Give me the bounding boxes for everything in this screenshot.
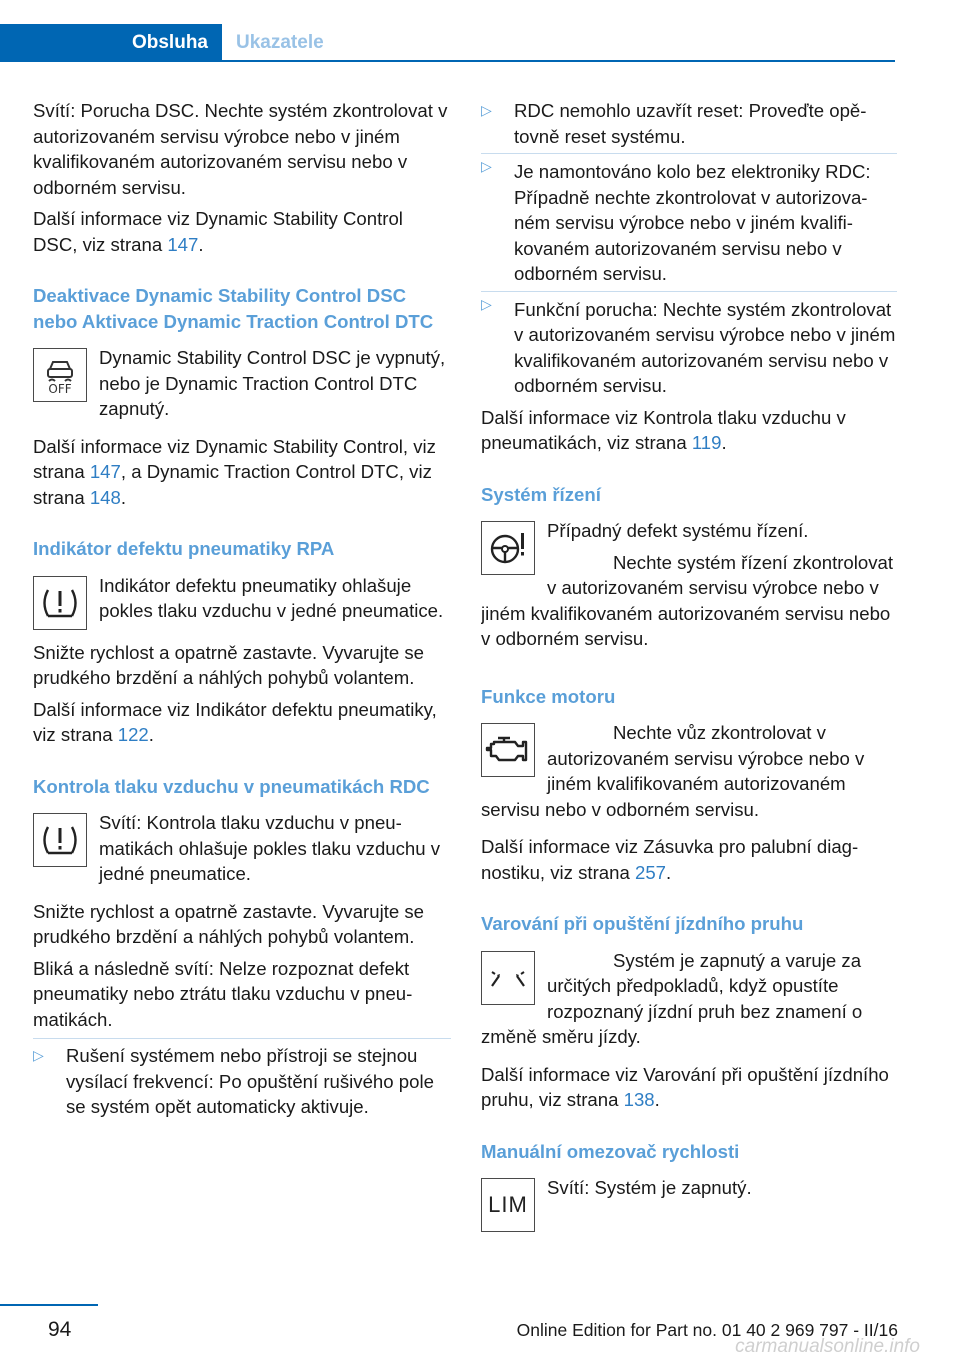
text: Další informace viz Varování při opuštění jízdního pruhu, viz strana: [481, 1063, 889, 1110]
paragraph: [33, 434, 451, 511]
tire-warning-icon: [33, 813, 87, 867]
section-heading-lane: Varování při opuštění jízdního pruhu: [481, 913, 804, 934]
icon-description: Indikátor defektu pneumatiky ohlašuje pokles tlaku vzduchu v jedné pneumatice.: [99, 574, 444, 621]
header-divider: [0, 60, 895, 62]
text: .: [198, 233, 204, 255]
tire-warning-icon: [33, 576, 87, 630]
icon-description: Svítí: Systém je zapnutý.: [547, 1177, 752, 1198]
page-link[interactable]: 122: [117, 724, 149, 745]
icon-description: Dynamic Stability Control DSC je vypnutý, nebo je Dynamic Traction Control DTC zapnutý.: [99, 347, 446, 419]
icon-description: Nechte vůz zkontrolovat v autorizovaném servisu výrobce nebo v jiném kvalifikovaném autorizovaném servisu nebo v odborném servisu.: [481, 722, 865, 820]
paragraph: Bliká a následně svítí: Nelze rozpoznat defekt pneumatiky nebo ztrátu tlaku vzduchu v pneumatikách.: [33, 957, 413, 1030]
dsc-off-icon: [33, 348, 87, 402]
text: Další informace viz Dynamic Stability Control DSC, viz strana: [33, 208, 403, 255]
icon-description: Nechte systém řízení zkontrolovat v autorizovaném servisu výrobce nebo v jiném kvalifikovaném autorizovaném servisu nebo v odborném servisu.: [481, 551, 894, 649]
section-heading-steering: Systém řízení: [481, 483, 601, 505]
section-heading-rdc: Kontrola tlaku vzduchu v pneumatikách RDC: [33, 775, 430, 797]
text: .: [148, 724, 154, 745]
tab-ukazatele[interactable]: Ukazatele: [236, 32, 324, 53]
page-link[interactable]: 257: [634, 861, 667, 883]
icon-description: Případný defekt systému řízení.: [547, 520, 809, 541]
steering-icon-block: [481, 518, 897, 658]
text: Další informace viz Indikátor defektu pneumatiky, viz strana: [33, 698, 437, 745]
lim-icon-label: LIM: [488, 1192, 528, 1218]
section-heading-engine: Funkce motoru: [481, 685, 616, 707]
footer-divider: [0, 1304, 98, 1306]
icon-description: Systém je zapnutý a varuje za určitých předpokladů, když opustíte rozpoznaný jízdní pruh bez znamení o změně směru jízdy.: [481, 949, 863, 1047]
page-link[interactable]: 148: [89, 486, 121, 508]
list-item: ▷ Rušení systémem nebo přístroji se stejnou vysílací frekvencí: Po opuštění rušivého pole se systém opět automaticky aktivuje.: [33, 1043, 451, 1120]
section-heading-rpa: Indikátor defektu pneumatiky RPA: [33, 538, 335, 559]
lim-icon: [481, 1178, 535, 1232]
page-number: 94: [48, 1318, 72, 1341]
bullet-list: [33, 1038, 451, 1120]
icon-description: Svítí: Kontrola tlaku vzduchu v pneumatikách ohlašuje pokles tlaku vzduchu v jedné pneumatice.: [99, 812, 441, 884]
list-item: ▷ Je namontováno kolo bez elektroniky RDC: Případně nechte zkontrolovat v autorizovaném servisu výrobce nebo v jiném kvalifikovaném autorizovaném servisu nebo v odborném servisu.: [481, 153, 897, 287]
dsc-icon-block: [33, 345, 451, 428]
section-heading-limiter: Manuální omezovač rychlosti: [481, 1140, 740, 1162]
lim-icon-block: [481, 1175, 897, 1236]
lane-icon-block: [481, 948, 897, 1056]
paragraph: [33, 697, 451, 748]
paragraph: Svítí: Porucha DSC. Nechte systém zkontrolovat v autorizovaném servisu výrobce nebo v jiném kvalifikovaném autorizovaném servisu nebo v odborném servisu.: [33, 100, 448, 198]
text: .: [666, 861, 672, 883]
text: , a Dynamic Traction Control DTC, viz strana: [33, 461, 432, 508]
tab-obsluha[interactable]: Obsluha: [0, 24, 222, 60]
paragraph: [481, 834, 897, 885]
text: Další informace viz Zásuvka pro palubní diagnostiku, viz strana: [481, 836, 859, 883]
text: .: [654, 1089, 660, 1110]
list-item: ▷ RDC nemohlo uzavřít reset: Proveďte opětovně reset systému.: [481, 98, 897, 149]
engine-icon-block: [481, 720, 897, 828]
paragraph: Snižte rychlost a opatrně zastavte. Vyvarujte se prudkého brzdění a náhlých pohybů volantem.: [33, 900, 425, 947]
paragraph: [481, 1062, 897, 1113]
page-link[interactable]: 119: [691, 432, 722, 453]
edition-text: Online Edition for Part no. 01 40 2 969 797 - II/16: [516, 1320, 898, 1340]
left-column: [33, 98, 451, 1126]
section-heading-dsc: Deaktivace Dynamic Stability Control DSC nebo Aktivace Dynamic Traction Control DTC: [33, 285, 434, 332]
page-link[interactable]: 138: [623, 1089, 655, 1110]
paragraph: Snižte rychlost a opatrně zastavte. Vyvarujte se prudkého brzdění a náhlých pohybů volantem.: [33, 641, 425, 688]
text: Další informace viz Dynamic Stability Control, viz strana: [33, 435, 436, 482]
header-tabbar: [0, 24, 895, 62]
rpa-icon-block: [33, 573, 451, 634]
text: Další informace viz Kontrola tlaku vzduchu v pneumatikách, viz strana: [481, 406, 846, 453]
rdc-icon-block: [33, 810, 451, 893]
right-column: [481, 98, 897, 1242]
paragraph: [33, 206, 451, 257]
page-link[interactable]: 147: [89, 461, 121, 482]
list-item: ▷ Funkční porucha: Nechte systém zkontrolovat v autorizovaném servisu výrobce nebo v jiném kvalifikovaném autorizovaném servisu nebo v odborném servisu.: [481, 291, 897, 399]
svg-text:OFF: OFF: [48, 382, 72, 396]
watermark: carmanualsonline.info: [735, 1336, 920, 1357]
text: .: [120, 486, 127, 508]
page-link[interactable]: 147: [167, 233, 199, 255]
steering-warning-icon: [481, 521, 535, 575]
bullet-list: [481, 98, 897, 399]
engine-icon: [481, 723, 535, 777]
lane-departure-icon: [481, 951, 535, 1005]
paragraph: [481, 405, 897, 456]
text: .: [721, 432, 727, 453]
